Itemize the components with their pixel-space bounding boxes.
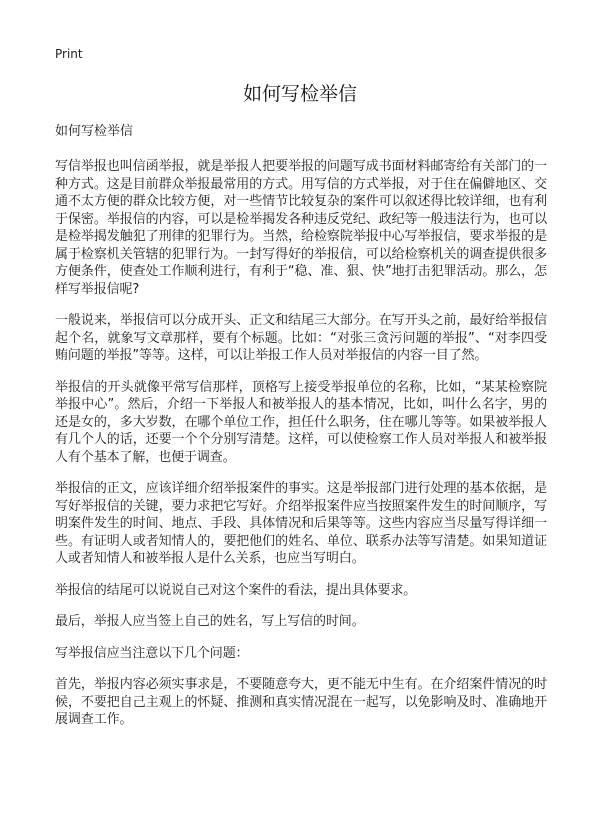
print-link[interactable]: Print — [55, 47, 83, 61]
paragraph-notes-heading: 写举报信应当注意以下几个问题： — [55, 645, 249, 661]
document-body — [55, 123, 547, 743]
document-subtitle: 如何写检举信 — [55, 124, 134, 139]
paragraph-signature: 最后，举报人应当签上自己的姓名，写上写信的时间。 — [55, 614, 365, 629]
paragraph-body: 举报信的正文，应该详细介绍举报案件的事实。这是举报部门进行处理的基本依据，是写好举报信的关键，要力求把它写好。介绍举报案件应当按照案件发生的时间顺序，写明案件发生的时间、地点、手段、具体情况和后果等等。这些内容应当尽量写得详细一些。有证明人或者知情人的，要把他们的姓名、单位、联系办法等写清楚。如果知道证人或者知情人和被举报人是什么关系，也应当写明白。 — [55, 481, 547, 566]
paragraph-opening: 举报信的开头就像平常写信那样，顶格写上接受举报单位的名称，比如，“某某检察院举报中心”。然后，介绍一下举报人和被举报人的基本情况，比如，叫什么名字，男的还是女的，多大岁数，在哪个单位工作，担任什么职务，住在哪儿等等。如果被举报人有几个人的话，还要一个个分别写清楚。这样，可以使检察工作人员对举报人和被举报人有个基本了解，也便于调查。 — [55, 379, 547, 465]
paragraph-note-first: 首先，举报内容必须实事求是，不要随意夸大，更不能无中生有。在介绍案件情况的时候，不要把自己主观上的怀疑、推测和真实情况混在一起写，以免影响及时、准确地开展调查工作。 — [55, 677, 547, 727]
paragraph-ending: 举报信的结尾可以说说自己对这个案件的看法，提出具体要求。 — [55, 582, 417, 598]
paragraph-structure: 一般说来，举报信可以分成开头、正文和结尾三大部分。在写开头之前，最好给举报信起个名，就象写文章那样，要有个标题。比如：“对张三贪污问题的举报”、“对李四受贿问题的举报”等等。这样，可以让举报工作人员对举报信的内容一目了然。 — [55, 313, 547, 363]
paragraph-intro: 写信举报也叫信函举报，就是举报人把要举报的问题写成书面材料邮寄给有关部门的一种方式。这是目前群众举报最常用的方式。用写信的方式举报，对于住在偏僻地区、交通不太方便的群众比较方便，对一些情节比较复杂的案件可以叙述得比较详细，也有利于保密。举报信的内容，可以是检举揭发各种违反党纪、政纪等一般违法行为，也可以是检举揭发触犯了刑律的犯罪行为。当然，给检察院举报中心写举报信，要求举报的是属于检察机关管辖的犯罪行为。一封写得好的举报信，可以给检察机关的调查提供很多方便条件，使查处工作顺利进行，有利于“稳、准、狠、快”地打击犯罪活动。那么，怎样写举报信呢? — [55, 159, 547, 297]
document-title: 如何写检举信 — [242, 83, 357, 105]
